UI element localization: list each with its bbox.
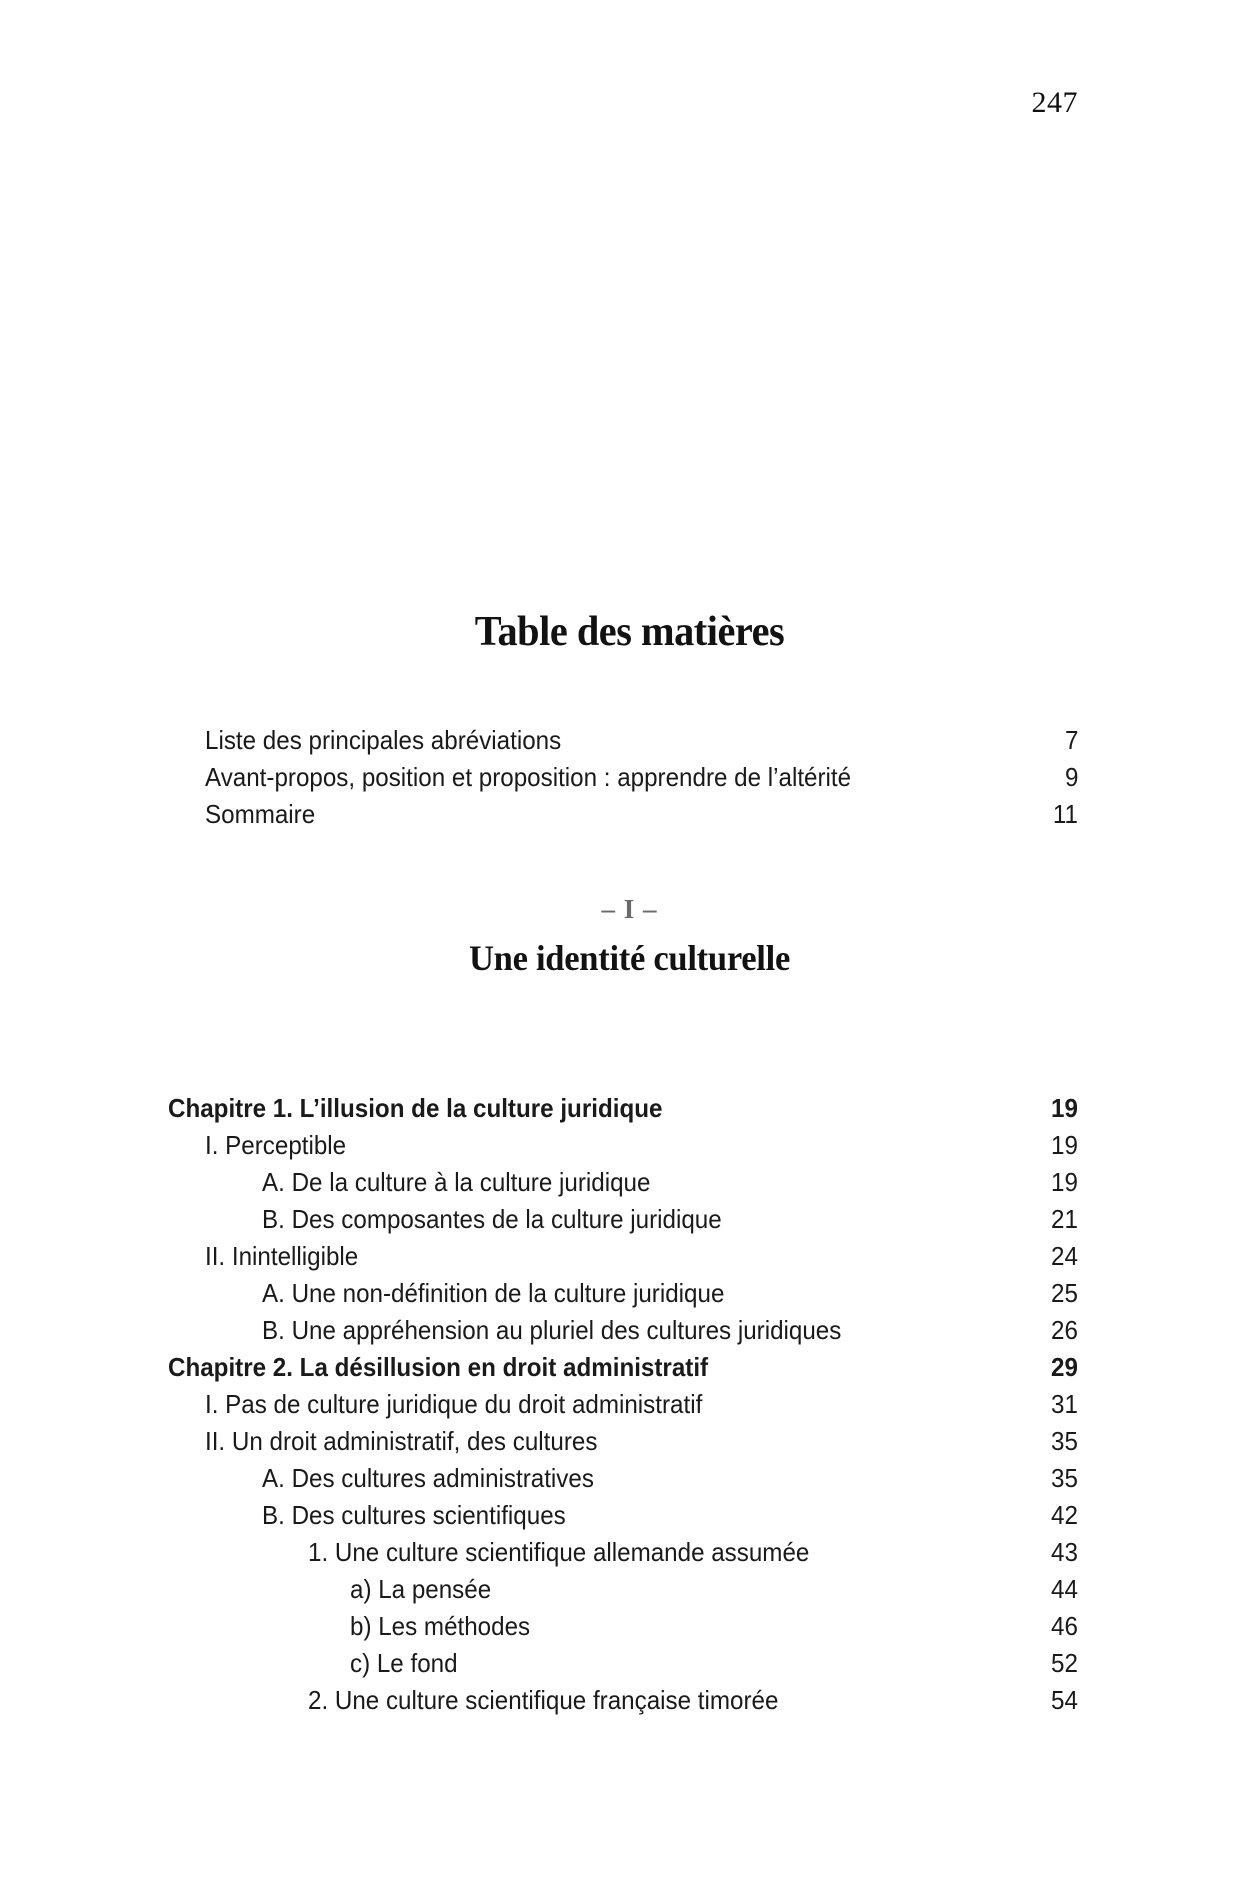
front-matter-entry-label: Avant-propos, position et proposition : apprendre de l’altérité xyxy=(205,762,852,792)
toc-entry[interactable] xyxy=(168,1090,1078,1127)
toc-entry-label: 1. Une culture scientifique allemande assumée xyxy=(308,1537,810,1567)
front-matter-entry-label: Sommaire xyxy=(205,799,316,829)
toc-entry-label: B. Des cultures scientifiques xyxy=(262,1500,566,1530)
toc-entry-label: A. De la culture à la culture juridique xyxy=(262,1167,651,1197)
toc-entry[interactable] xyxy=(350,1571,1078,1608)
toc-entry-page: 25 xyxy=(1051,1278,1078,1308)
toc-entry-page: 44 xyxy=(1051,1574,1078,1604)
toc-entry-label: A. Des cultures administratives xyxy=(262,1463,594,1493)
toc-entry[interactable] xyxy=(205,1238,1078,1275)
toc-entry-page: 24 xyxy=(1051,1241,1078,1271)
front-matter-entry[interactable] xyxy=(205,722,1078,759)
toc-entry-page: 21 xyxy=(1051,1204,1078,1234)
toc-entry[interactable] xyxy=(262,1497,1078,1534)
front-matter-entry[interactable] xyxy=(205,759,1078,796)
toc-entry[interactable] xyxy=(205,1423,1078,1460)
toc-entry-page: 19 xyxy=(1051,1093,1078,1123)
toc-entry-page: 35 xyxy=(1051,1426,1078,1456)
part-title: Une identité culturelle xyxy=(468,937,790,978)
toc-entry[interactable] xyxy=(262,1275,1078,1312)
toc-entry-label: I. Pas de culture juridique du droit administratif xyxy=(205,1389,703,1419)
toc-entry[interactable] xyxy=(262,1201,1078,1238)
front-matter-entry[interactable] xyxy=(205,796,1078,833)
toc-entry[interactable] xyxy=(308,1682,1078,1719)
front-matter-entry-label: Liste des principales abréviations xyxy=(205,725,562,755)
toc-entry-label: B. Une appréhension au pluriel des cultures juridiques xyxy=(262,1315,842,1345)
page-title: Table des matières xyxy=(474,609,785,656)
toc-entry[interactable] xyxy=(308,1534,1078,1571)
toc-entry-label: a) La pensée xyxy=(350,1574,492,1604)
front-matter-entry-page: 7 xyxy=(1064,725,1078,755)
toc-entry-page: 19 xyxy=(1051,1167,1078,1197)
page-number: 247 xyxy=(1031,86,1078,119)
toc-entry-page: 26 xyxy=(1051,1315,1078,1345)
part-divider xyxy=(0,895,1259,979)
toc-entry-label: II. Un droit administratif, des cultures xyxy=(205,1426,598,1456)
toc-entry[interactable] xyxy=(168,1349,1078,1386)
part-number: – I – xyxy=(601,894,658,924)
toc-entry-page: 52 xyxy=(1051,1648,1078,1678)
toc-entry-label: b) Les méthodes xyxy=(350,1611,531,1641)
toc-entry[interactable] xyxy=(262,1164,1078,1201)
toc-entry-page: 19 xyxy=(1051,1130,1078,1160)
toc-entry[interactable] xyxy=(262,1460,1078,1497)
toc-entry-page: 54 xyxy=(1051,1685,1078,1715)
front-matter-entry-page: 9 xyxy=(1064,762,1078,792)
toc-entry[interactable] xyxy=(205,1127,1078,1164)
toc-entry-page: 42 xyxy=(1051,1500,1078,1530)
toc-list xyxy=(168,1090,1078,1719)
toc-entry[interactable] xyxy=(350,1645,1078,1682)
toc-entry[interactable] xyxy=(262,1312,1078,1349)
toc-entry-page: 46 xyxy=(1051,1611,1078,1641)
toc-entry-label: 2. Une culture scientifique française timorée xyxy=(308,1685,779,1715)
toc-entry-label: I. Perceptible xyxy=(205,1130,347,1160)
toc-entry[interactable] xyxy=(350,1608,1078,1645)
toc-entry-page: 35 xyxy=(1051,1463,1078,1493)
toc-entry-page: 31 xyxy=(1051,1389,1078,1419)
toc-entry-label: II. Inintelligible xyxy=(205,1241,359,1271)
toc-entry-label: Chapitre 2. La désillusion en droit administratif xyxy=(168,1352,709,1382)
toc-entry-page: 29 xyxy=(1051,1352,1078,1382)
toc-entry-label: B. Des composantes de la culture juridique xyxy=(262,1204,722,1234)
front-matter-entry-page: 11 xyxy=(1052,799,1078,829)
toc-entry-label: c) Le fond xyxy=(350,1648,458,1678)
front-matter-list xyxy=(168,722,1078,833)
toc-entry-label: Chapitre 1. L’illusion de la culture juridique xyxy=(168,1093,663,1123)
toc-entry-page: 43 xyxy=(1051,1537,1078,1567)
toc-entry-label: A. Une non-définition de la culture juridique xyxy=(262,1278,725,1308)
toc-entry[interactable] xyxy=(205,1386,1078,1423)
